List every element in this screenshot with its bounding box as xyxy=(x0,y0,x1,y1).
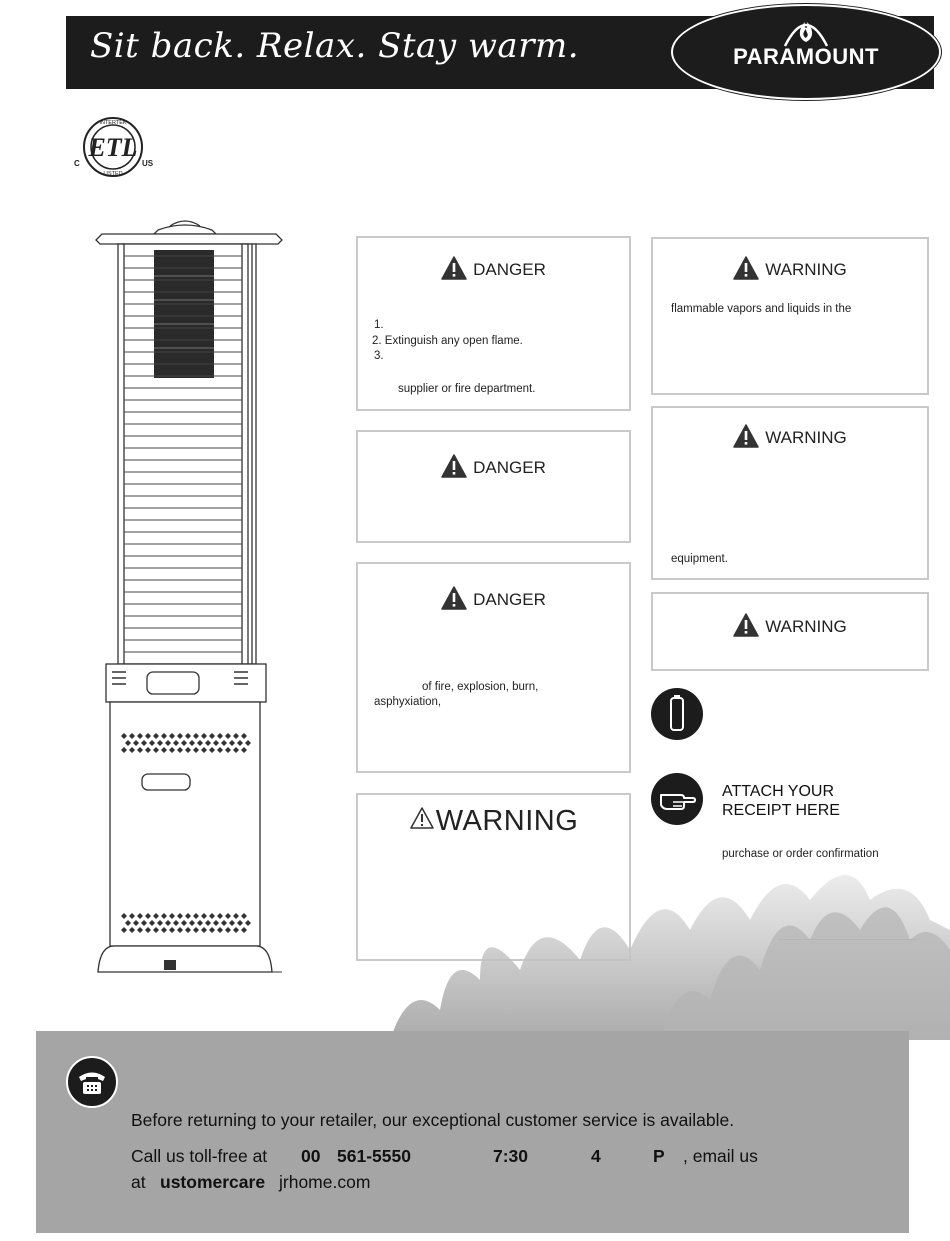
pointing-hand-icon xyxy=(651,773,703,825)
footer-hours-pm: P xyxy=(653,1146,665,1166)
danger-box-3 xyxy=(356,562,631,773)
etl-mark: ETL xyxy=(88,133,138,162)
footer-phone-part-2: 561-5550 xyxy=(337,1146,411,1166)
footer-phone-part-1: 00 xyxy=(301,1146,321,1166)
etl-bottom-label: LISTED xyxy=(103,171,123,177)
warning-box-3 xyxy=(651,592,929,671)
footer-hours-start: 7:30 xyxy=(493,1146,529,1166)
etl-right-label: US xyxy=(142,159,154,168)
footer-email-user[interactable]: ustomercare xyxy=(160,1172,266,1192)
warning1-line-1: flammable vapors and liquids in the xyxy=(671,303,852,315)
footer-line-1: Before returning to your retailer, our exceptional customer service is available. xyxy=(131,1110,735,1130)
danger3-line-1: of fire, explosion, burn, xyxy=(422,681,539,693)
footer-email-domain[interactable]: jrhome.com xyxy=(279,1172,371,1192)
warning-triangle-icon xyxy=(441,256,467,280)
danger-title-3: DANGER xyxy=(473,590,546,609)
danger1-tail: supplier or fire department. xyxy=(398,383,536,395)
patio-heater-illustration xyxy=(92,216,288,978)
warning-title-3: WARNING xyxy=(765,617,847,636)
warning-header-3 xyxy=(653,613,927,637)
warning-triangle-icon xyxy=(441,586,467,610)
footer-hours-end: 4 xyxy=(591,1146,601,1166)
footer-at: at xyxy=(131,1172,146,1192)
warning-title-large: WARNING xyxy=(435,805,579,837)
warning-triangle-icon xyxy=(733,256,759,280)
attach-title-line-1: ATTACH YOUR xyxy=(722,783,835,800)
warning2-line-1: equipment. xyxy=(671,553,728,565)
etl-listed-icon xyxy=(66,115,158,181)
danger3-line-2: asphyxiation, xyxy=(374,696,442,708)
danger-header-3 xyxy=(358,586,629,610)
warning-triangle-outline-icon xyxy=(409,806,435,830)
danger-title-1: DANGER xyxy=(473,260,546,279)
danger1-item-2: 2. Extinguish any open flame. xyxy=(372,335,523,347)
danger-header-2 xyxy=(358,454,629,478)
attach-receipt-text: purchase or order confirmation xyxy=(722,848,879,860)
warning-triangle-icon xyxy=(441,454,467,478)
footer-email-suffix: , email us xyxy=(683,1146,758,1166)
danger-box-1 xyxy=(356,236,631,411)
tagline: Sit back. Relax. Stay warm. xyxy=(90,26,580,66)
warning-header-large xyxy=(358,805,629,838)
danger-box-2 xyxy=(356,430,631,543)
footer-call-prefix: Call us toll-free at xyxy=(131,1146,268,1166)
warning-triangle-icon xyxy=(733,613,759,637)
danger-header-1 xyxy=(358,256,629,280)
warning-header-2 xyxy=(653,424,927,448)
danger1-item-1: 1. xyxy=(374,319,384,331)
danger-title-2: DANGER xyxy=(473,458,546,477)
warning-box-1 xyxy=(651,237,929,395)
etl-left-label: C xyxy=(74,159,80,168)
battery-icon xyxy=(651,688,703,740)
brand-name: PARAMOUNT xyxy=(733,44,879,69)
warning-title-2: WARNING xyxy=(765,428,847,447)
attach-title-line-2: RECEIPT HERE xyxy=(722,802,840,819)
warning-box-2 xyxy=(651,406,929,580)
danger1-item-3: 3. xyxy=(374,350,384,362)
flames-watermark xyxy=(330,860,950,1040)
etl-top-label: INTERTEK xyxy=(99,120,127,126)
flame-logo-icon xyxy=(783,8,829,48)
telephone-icon xyxy=(66,1056,118,1108)
warning-triangle-icon xyxy=(733,424,759,448)
warning-title-1: WARNING xyxy=(765,260,847,279)
warning-header-1 xyxy=(653,256,927,280)
attach-receipt-title xyxy=(722,782,840,820)
customer-service-footer xyxy=(36,1031,909,1233)
etl-certification xyxy=(66,115,158,181)
